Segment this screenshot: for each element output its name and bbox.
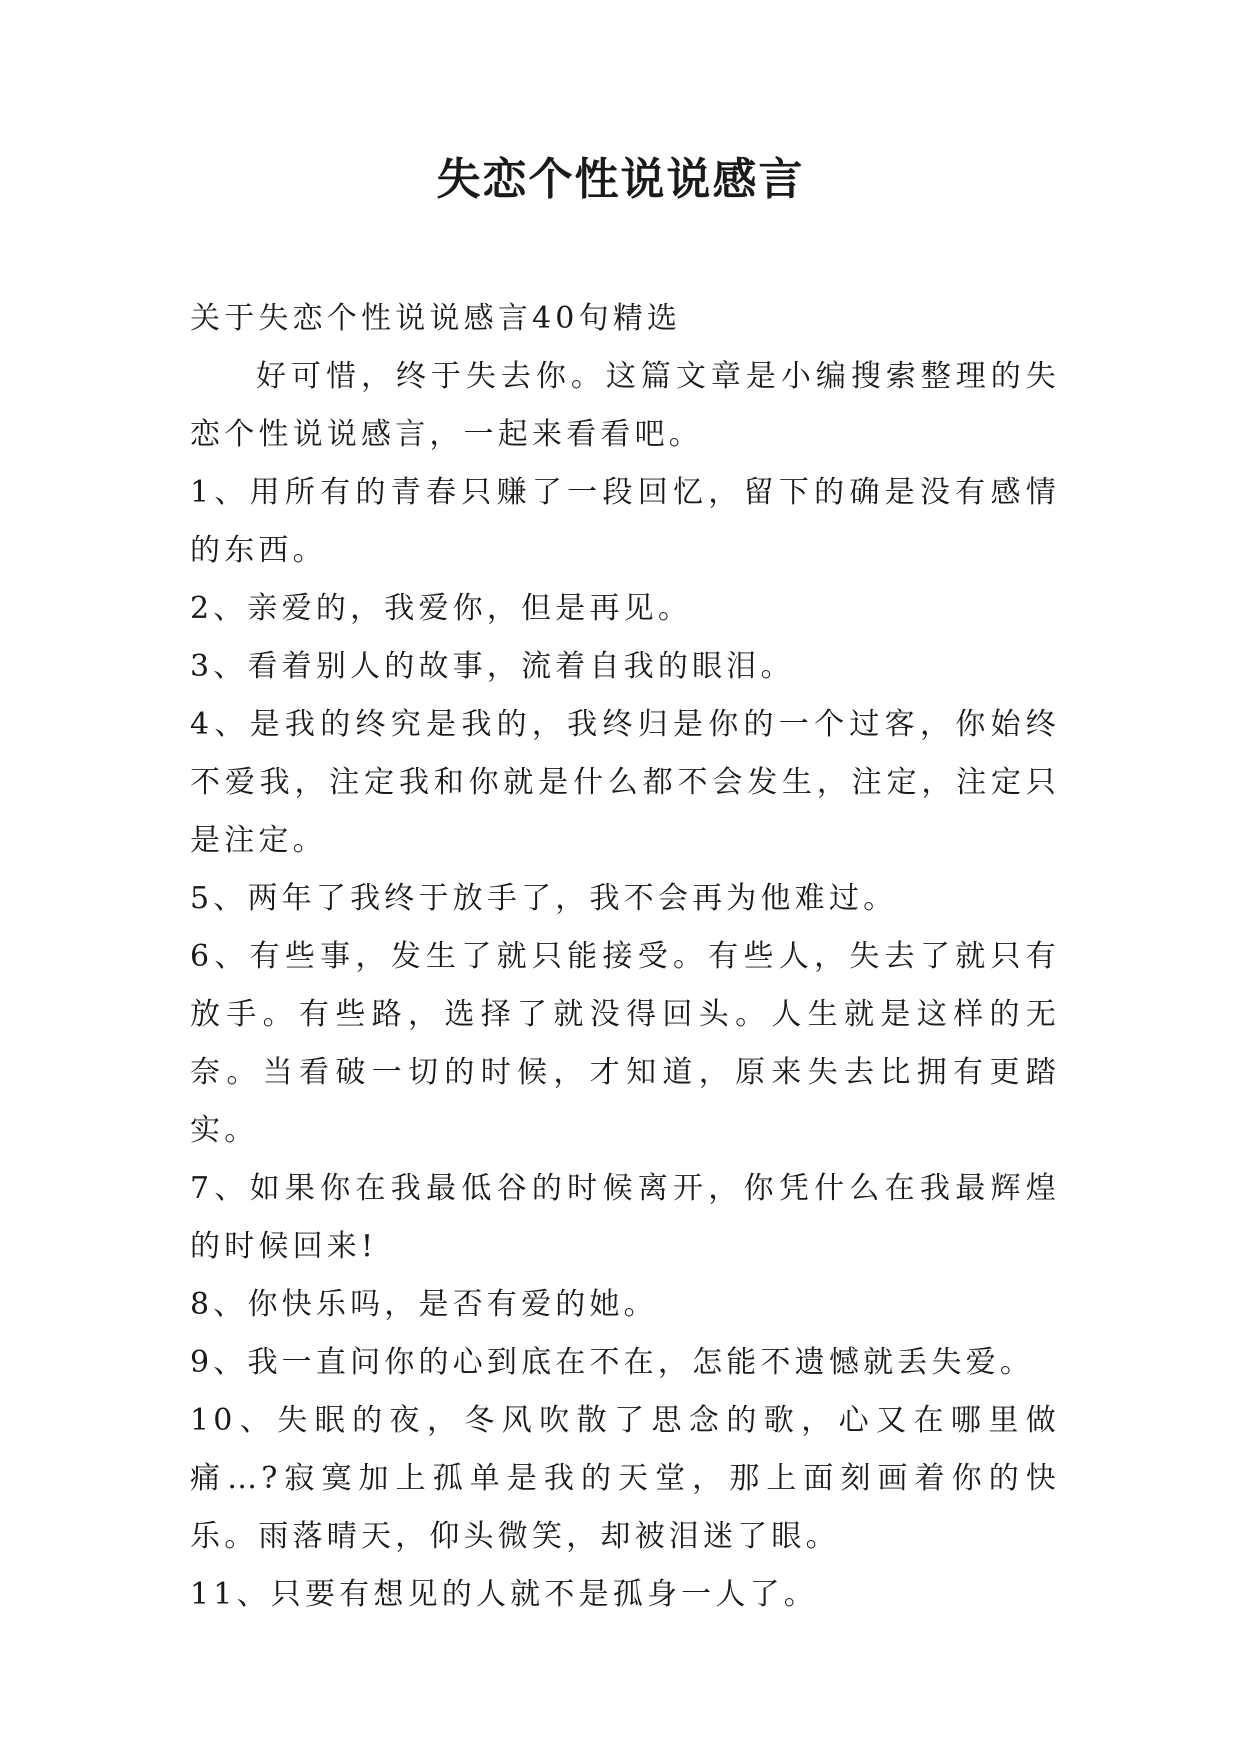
document-subtitle: 关于失恋个性说说感言40句精选 [190,301,682,336]
intro-paragraph: 好可惜，终于失去你。这篇文章是小编搜索整理的失恋个性说说感言，一起来看看吧。 [190,359,1060,452]
quote-item-10: 10、失眠的夜，冬风吹散了思念的歌，心又在哪里做痛…?寂寞加上孤单是我的天堂，那上面刻画着你的快乐。雨落晴天，仰头微笑，却被泪迷了眼。 [190,1403,1060,1554]
document-body [190,290,1060,1624]
quote-item-8: 8、你快乐吗，是否有爱的她。 [190,1287,658,1322]
quote-item-11: 11、只要有想见的人就不是孤身一人了。 [190,1577,818,1612]
quote-item-3: 3、看着别人的故事，流着自我的眼泪。 [190,649,795,684]
quote-item-2: 2、亲爱的，我爱你，但是再见。 [190,591,693,626]
quote-item-7: 7、如果你在我最低谷的时候离开，你凭什么在我最辉煌的时候回来! [190,1171,1060,1264]
quote-item-5: 5、两年了我终于放手了，我不会再为他难过。 [190,881,898,916]
quote-item-4: 4、是我的终究是我的，我终归是你的一个过客，你始终不爱我，注定我和你就是什么都不会发生，注定，注定只是注定。 [190,707,1060,858]
quote-item-6: 6、有些事，发生了就只能接受。有些人，失去了就只有放手。有些路，选择了就没得回头。人生就是这样的无奈。当看破一切的时候，才知道，原来失去比拥有更踏实。 [190,939,1060,1148]
quote-item-1: 1、用所有的青春只赚了一段回忆，留下的确是没有感情的东西。 [190,475,1060,568]
quote-item-9: 9、我一直问你的心到底在不在，怎能不遗憾就丢失爱。 [190,1345,1035,1380]
document-title: 失恋个性说说感言 [436,154,805,205]
